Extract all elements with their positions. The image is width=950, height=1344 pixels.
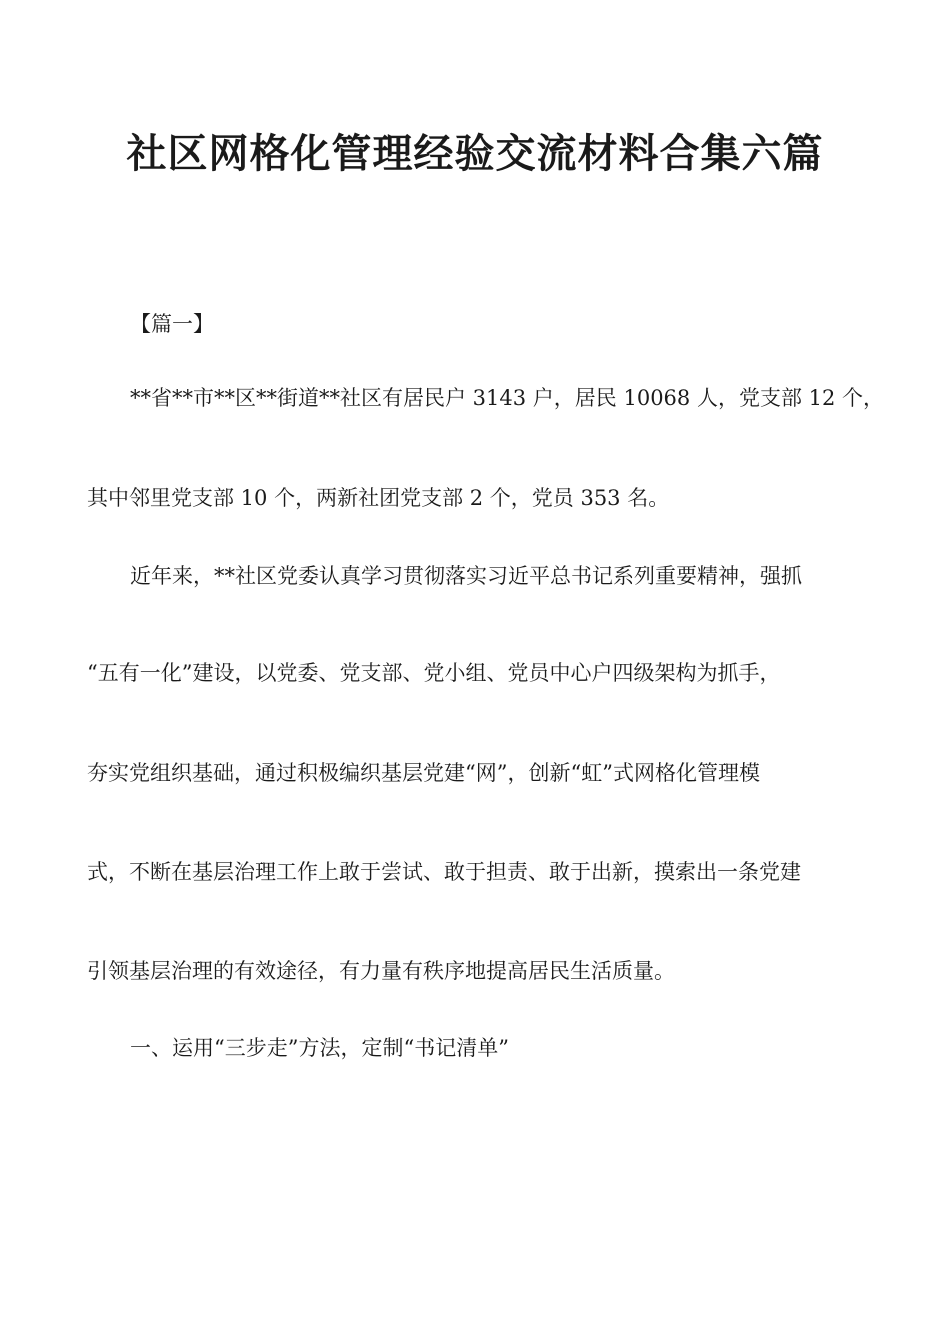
paragraph-line: “五有一化”建设，以党委、党支部、党小组、党员中心户四级架构为抓手，	[87, 661, 781, 685]
paragraph-line: 其中邻里党支部 10 个，两新社团党支部 2 个，党员 353 名。	[87, 486, 670, 510]
paragraph-line: 式，不断在基层治理工作上敢于尝试、敢于担责、敢于出新，摸索出一条党建	[87, 860, 801, 884]
section-label: 【篇一】	[130, 312, 214, 336]
paragraph-line: 近年来，**社区党委认真学习贯彻落实习近平总书记系列重要精神，强抓	[130, 564, 802, 588]
paragraph-line: 引领基层治理的有效途径，有力量有秩序地提高居民生活质量。	[87, 959, 675, 983]
document-title: 社区网格化管理经验交流材料合集六篇	[126, 130, 824, 177]
section-heading: 一、运用“三步走”方法，定制“书记清单”	[130, 1036, 509, 1060]
paragraph-line: **省**市**区**街道**社区有居民户 3143 户，居民 10068 人，党支部 12 个，	[130, 386, 885, 410]
paragraph-line: 夯实党组织基础，通过积极编织基层党建“网”，创新“虹”式网格化管理模	[87, 761, 760, 785]
